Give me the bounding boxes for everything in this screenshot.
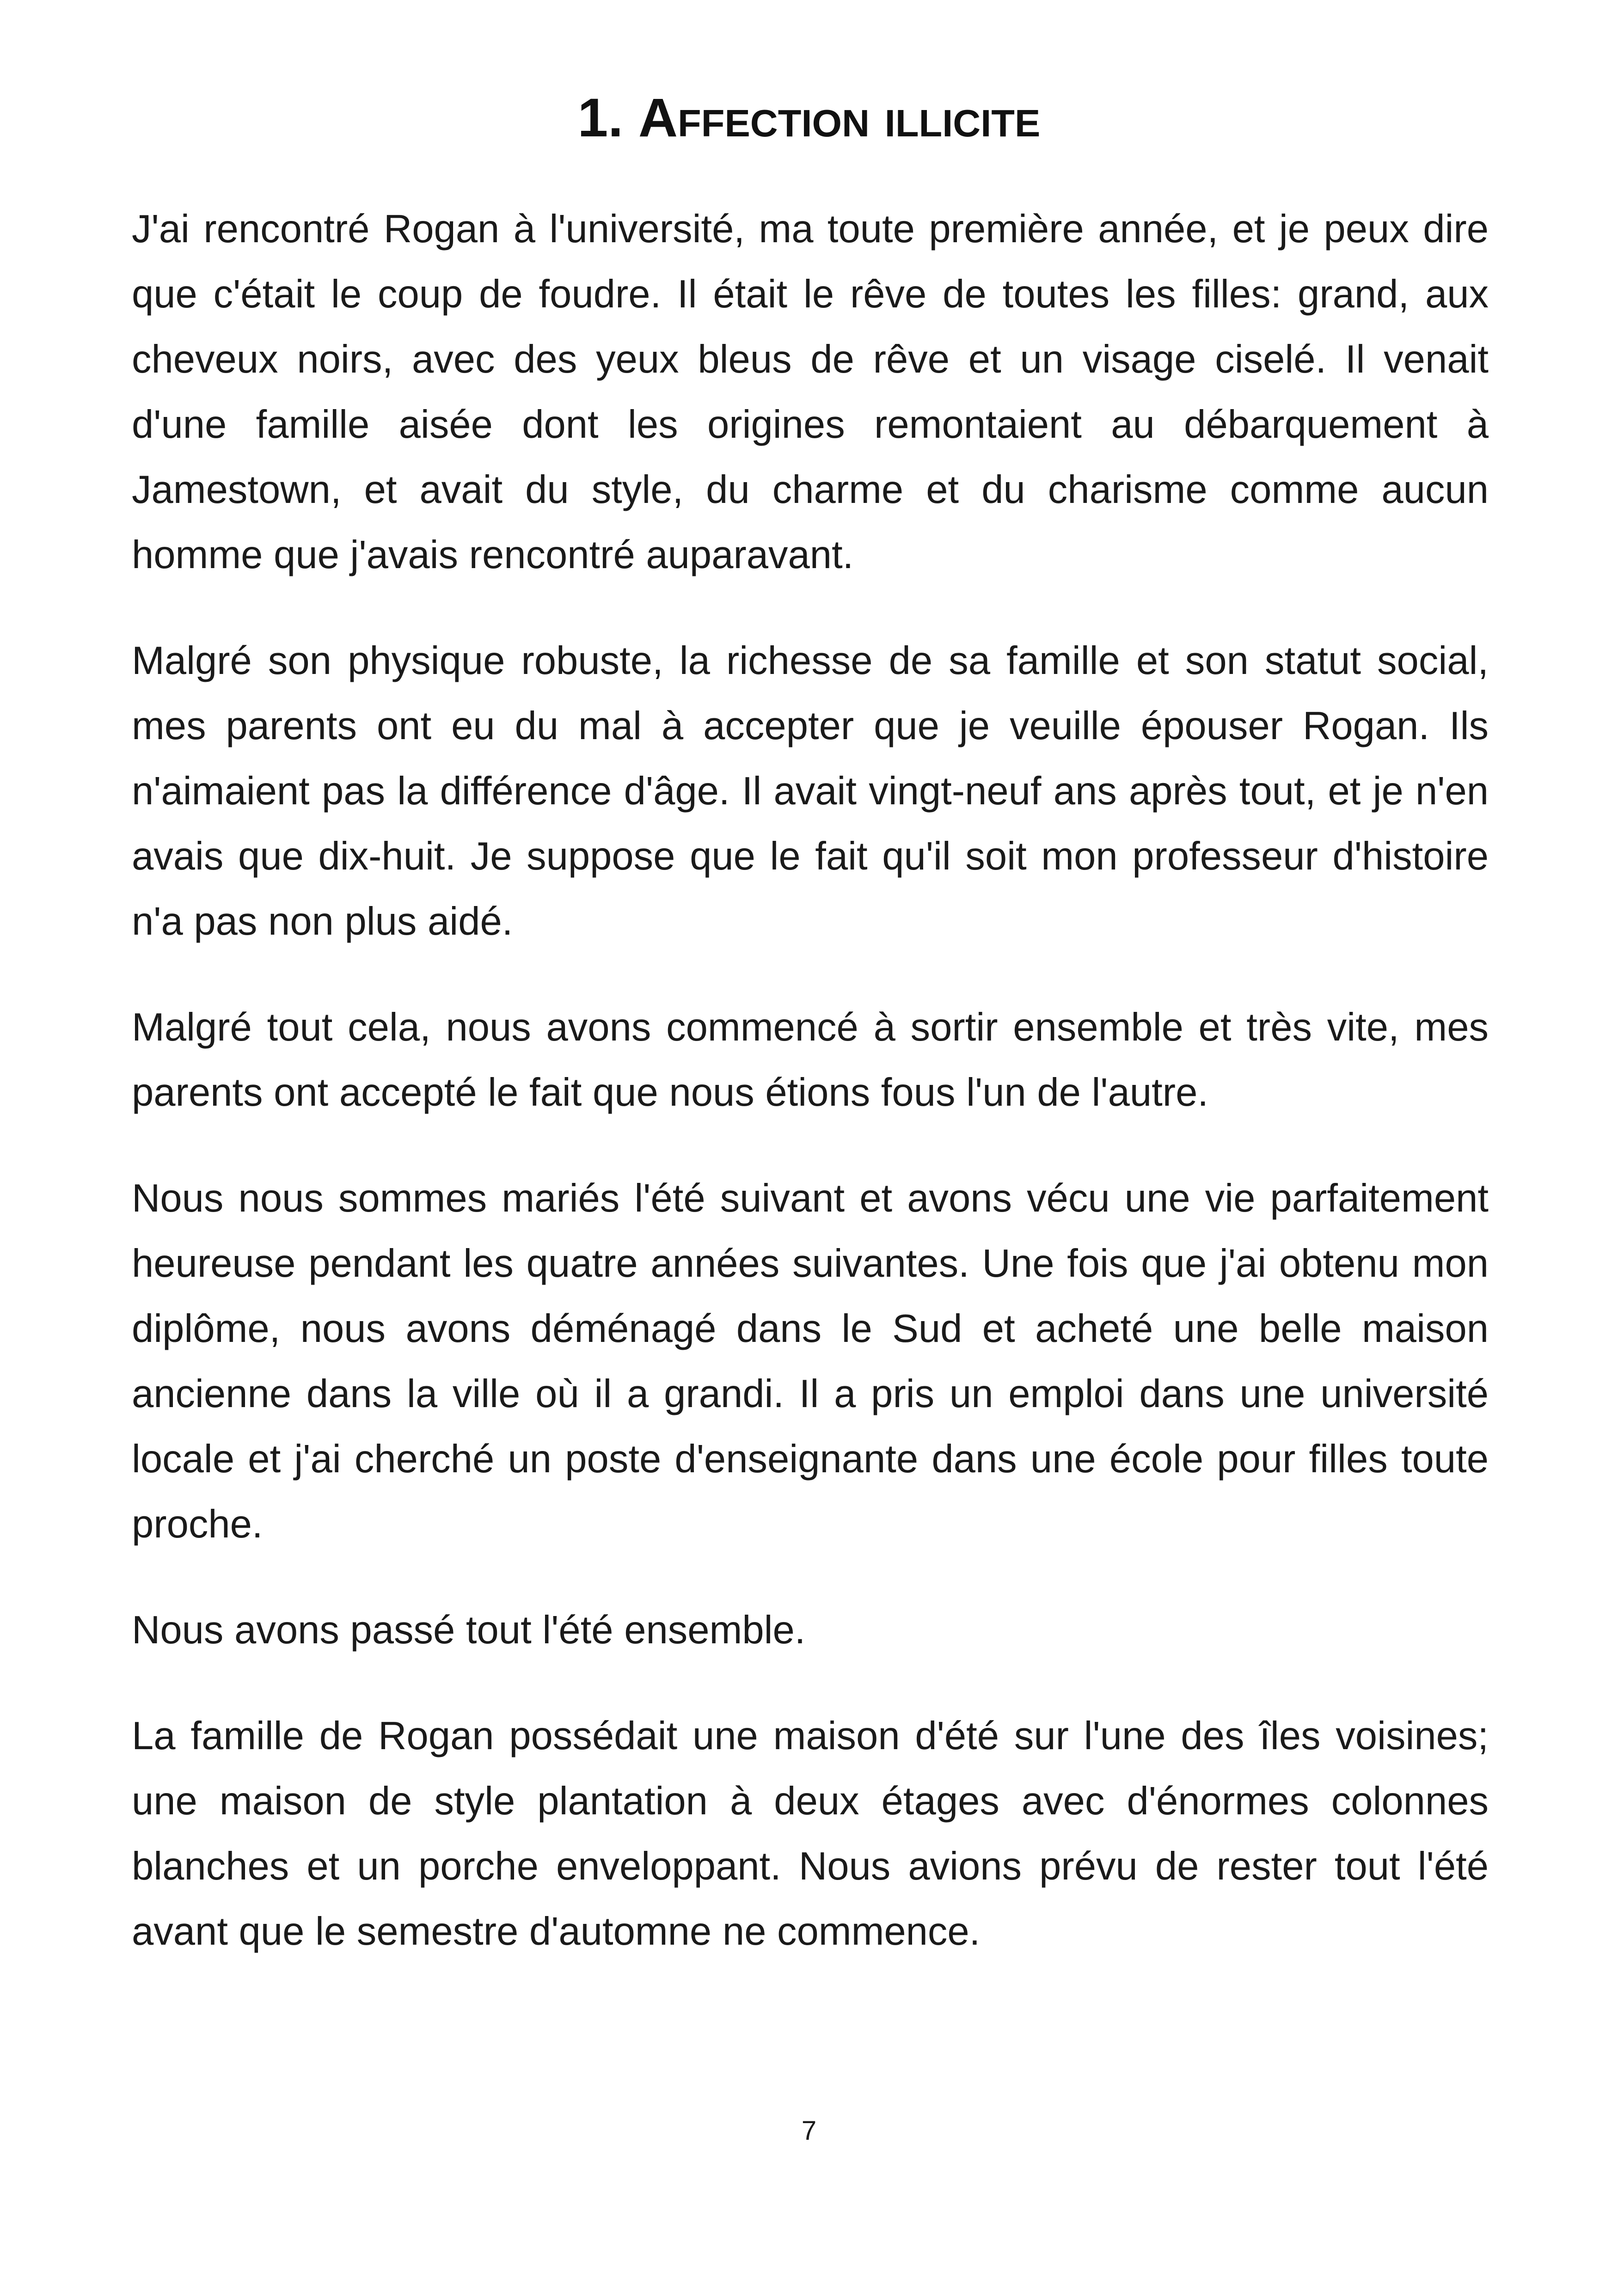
- paragraph: La famille de Rogan possédait une maison d'été sur l'une des îles voisines; une maison de style plantation à deux étages avec d'énormes colonnes blanches et un porche enveloppant. Nous avions prévu de rester tout l'été avant que le semestre d'automne ne commence.: [132, 1714, 1489, 1953]
- chapter-title: [0, 86, 1618, 150]
- paragraph: Malgré tout cela, nous avons commencé à sortir ensemble et très vite, mes parents ont accepté le fait que nous étions fous l'un de l'autre.: [132, 1005, 1489, 1114]
- chapter-body: [132, 196, 1489, 2005]
- chapter-title-text: Affection illicite: [638, 87, 1041, 148]
- page-number: 7: [801, 2116, 817, 2146]
- paragraph: J'ai rencontré Rogan à l'université, ma toute première année, et je peux dire que c'était le coup de foudre. Il était le rêve de toutes les filles: grand, aux cheveux noirs, avec des yeux bleus de rêve et un visage ciselé. Il venait d'une famille aisée dont les origines remontaient au débarquement à Jamestown, et avait du style, du charme et du charisme comme aucun homme que j'avais rencontré auparavant.: [132, 207, 1489, 577]
- paragraph: Nous nous sommes mariés l'été suivant et avons vécu une vie parfaitement heureuse pendant les quatre années suivantes. Une fois que j'ai obtenu mon diplôme, nous avons déménagé dans le Sud et acheté une belle maison ancienne dans la ville où il a grandi. Il a pris un emploi dans une université locale et j'ai cherché un poste d'enseignante dans une école pour filles toute proche.: [132, 1176, 1489, 1546]
- paragraph: Malgré son physique robuste, la richesse de sa famille et son statut social, mes parents ont eu du mal à accepter que je veuille épouser Rogan. Ils n'aimaient pas la différence d'âge. Il avait vingt-neuf ans après tout, et je n'en avais que dix-huit. Je suppose que le fait qu'il soit mon professeur d'histoire n'a pas non plus aidé.: [132, 639, 1489, 943]
- chapter-number: 1.: [577, 87, 624, 148]
- paragraph: Nous avons passé tout l'été ensemble.: [132, 1608, 806, 1652]
